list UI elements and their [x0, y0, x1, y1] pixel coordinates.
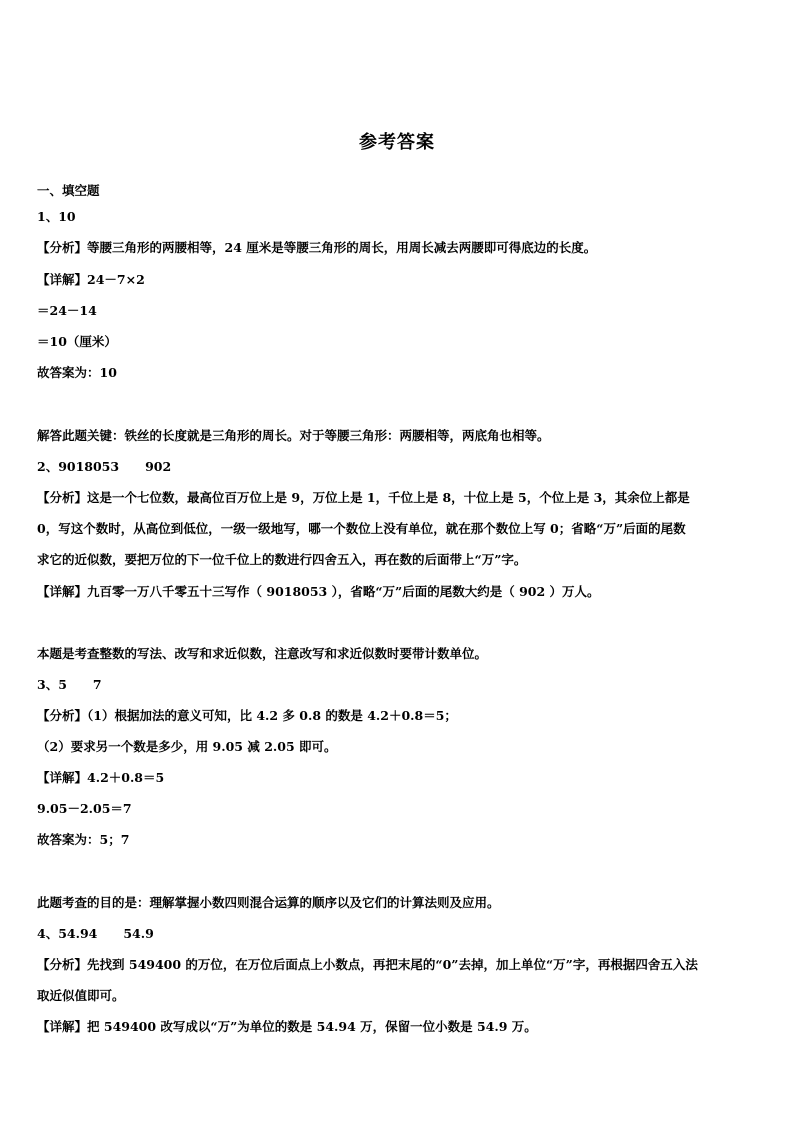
analysis-tag: 【分析】 — [37, 490, 88, 505]
detail-tag: 【详解】 — [37, 1019, 88, 1034]
section-heading: 一、填空题 — [37, 183, 100, 198]
q2-detail-text: 九百零一万八千零五十三写作（ 9018053 ），省略“万”后面的尾数大约是（ 902 ）万人。 — [87, 584, 600, 599]
q1-analysis — [37, 240, 596, 256]
q2-detail — [37, 584, 600, 600]
q4-detail — [37, 1019, 537, 1035]
q3-analysis-line-1 — [37, 708, 457, 724]
q1-step2: ＝24－14 — [37, 303, 97, 318]
q3-detail — [37, 770, 164, 786]
detail-tag: 【详解】 — [37, 584, 88, 599]
detail-tag: 【详解】 — [37, 272, 88, 287]
q1-answer: 故答案为：10 — [37, 365, 117, 380]
q3-step2: 9.05－2.05＝7 — [37, 801, 132, 816]
q1-step3: ＝10（厘米） — [37, 334, 117, 349]
q3-answer: 故答案为：5；7 — [37, 832, 130, 847]
q2-comment: 本题是考查整数的写法、改写和求近似数，注意改写和求近似数时要带计数单位。 — [37, 646, 488, 661]
q2-analysis-line-3: 求它的近似数，要把万位的下一位千位上的数进行四舍五入，再在数的后面带上“万”字。 — [37, 552, 527, 567]
q4-heading — [37, 926, 154, 942]
q3-heading — [37, 677, 102, 693]
q2-answer-1: 2、9018053 — [37, 459, 120, 474]
q2-answer-2: 902 — [145, 459, 172, 474]
q2-heading — [37, 459, 171, 475]
q3-comment: 此题考查的目的是：理解掌握小数四则混合运算的顺序以及它们的计算法则及应用。 — [37, 895, 500, 910]
q4-analysis-line-1 — [37, 957, 698, 973]
q3-analysis-text-1: （1）根据加法的意义可知，比 4.2 多 0.8 的数是 4.2＋0.8＝5； — [87, 708, 457, 723]
q3-answer-2: 7 — [92, 677, 102, 692]
q4-detail-text: 把 549400 改写成以“万”为单位的数是 54.94 万，保留一位小数是 54.9 万。 — [87, 1019, 537, 1034]
q2-analysis-line-2: 0，写这个数时，从高位到低位，一级一级地写，哪一个数位上没有单位，就在那个数位上写 0；省略“万”后面的尾数 — [37, 521, 686, 536]
q1-heading: 1、10 — [37, 209, 76, 224]
q4-analysis-line-2: 取近似值即可。 — [37, 988, 125, 1003]
q1-comment: 解答此题关键：铁丝的长度就是三角形的周长。对于等腰三角形：两腰相等，两底角也相等。 — [37, 428, 550, 443]
q1-detail — [37, 272, 145, 288]
q1-detail-text: 24－7×2 — [87, 272, 145, 287]
q4-answer-2: 54.9 — [123, 926, 154, 941]
detail-tag: 【详解】 — [37, 770, 88, 785]
page-title: 参考答案 — [359, 132, 435, 153]
q3-analysis-line-2: （2）要求另一个数是多少，用 9.05 减 2.05 即可。 — [37, 739, 337, 754]
analysis-tag: 【分析】 — [37, 708, 88, 723]
q4-analysis-text-1: 先找到 549400 的万位，在万位后面点上小数点，再把末尾的“0”去掉，加上单位“万”字，再根据四舍五入法 — [87, 957, 698, 972]
q2-analysis-line-1 — [37, 490, 690, 506]
analysis-tag: 【分析】 — [37, 240, 88, 255]
q1-analysis-text: 等腰三角形的两腰相等，24 厘米是等腰三角形的周长，用周长减去两腰即可得底边的长度。 — [87, 240, 597, 255]
q3-detail-text: 4.2＋0.8＝5 — [87, 770, 165, 785]
q4-answer-1: 4、54.94 — [37, 926, 98, 941]
q2-analysis-text-1: 这是一个七位数，最高位百万位上是 9，万位上是 1，千位上是 8，十位上是 5，个位上是 3，其余位上都是 — [87, 490, 690, 505]
analysis-tag: 【分析】 — [37, 957, 88, 972]
q3-answer-1: 3、5 — [37, 677, 67, 692]
